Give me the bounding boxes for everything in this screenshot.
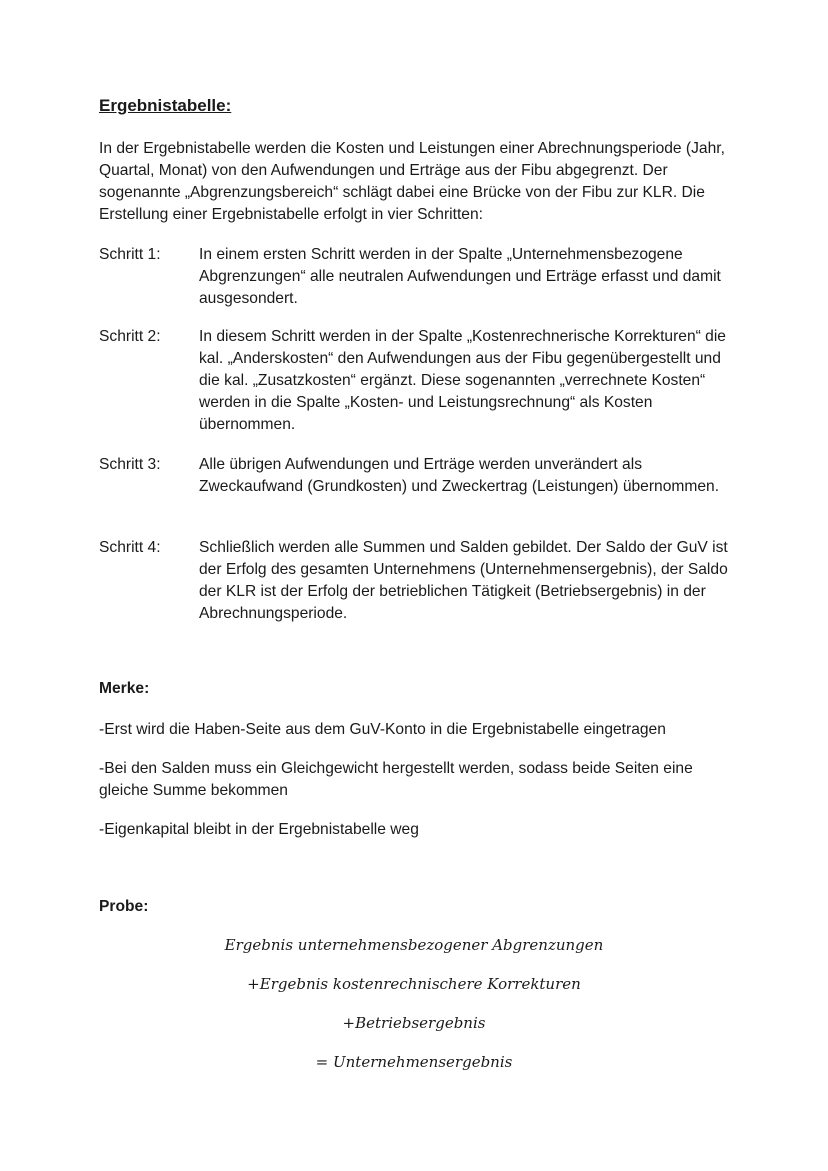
step-2	[99, 326, 739, 436]
step-1-text: In einem ersten Schritt werden in der Spalte „Unternehmensbezogene Abgrenzungen“ alle neutralen Aufwendungen und Erträge erfasst und damit ausgesondert.	[199, 246, 721, 307]
merke-item-2: -Bei den Salden muss ein Gleichgewicht hergestellt werden, sodass beide Seiten eine gleiche Summe bekommen	[99, 760, 693, 799]
merke-item-3: -Eigenkapital bleibt in der Ergebnistabelle weg	[99, 821, 419, 838]
step-3	[99, 454, 739, 498]
step-4-text: Schließlich werden alle Summen und Salden gebildet. Der Saldo der GuV ist der Erfolg des gesamten Unternehmens (Unternehmensergebnis), der Saldo der KLR ist der Erfolg der betrieblichen Tätigkeit (Betriebsergebnis) in der Abrechnungsperiode.	[199, 539, 728, 622]
merke-item-1: -Erst wird die Haben-Seite aus dem GuV-Konto in die Ergebnistabelle eingetragen	[99, 721, 666, 738]
step-2-label: Schritt 2:	[99, 328, 161, 345]
step-2-text: In diesem Schritt werden in der Spalte „Kostenrechnerische Korrekturen“ die kal. „Anderskosten“ den Aufwendungen aus der Fibu gegenübergestellt und die kal. „Zusatzkosten“ ergänzt. Diese sogenannten „verrechnete Kosten“ werden in die Spalte „Kosten- und Leistungsrechnung“ als Kosten übernommen.	[199, 328, 726, 433]
formula-line-3: +Betriebsergebnis	[342, 1014, 486, 1032]
step-3-label: Schritt 3:	[99, 456, 161, 473]
page-title: Ergebnistabelle:	[99, 96, 232, 115]
formula-line-1: Ergebnis unternehmensbezogener Abgrenzungen	[224, 936, 604, 954]
step-1	[99, 244, 739, 310]
step-4-label: Schritt 4:	[99, 539, 161, 556]
merke-heading: Merke:	[99, 680, 150, 697]
step-4	[99, 537, 739, 625]
probe-heading: Probe:	[99, 898, 149, 915]
intro-paragraph: In der Ergebnistabelle werden die Kosten und Leistungen einer Abrechnungsperiode (Jahr, Quartal, Monat) von den Aufwendungen und Erträge aus der Fibu abgegrenzt. Der sogenannte „Abgrenzungsbereich“ schlägt dabei eine Brücke von der Fibu zur KLR. Die Erstellung einer Ergebnistabelle erfolgt in vier Schritten:	[99, 140, 725, 223]
formula-line-2: +Ergebnis kostenrechnischere Korrekturen	[247, 975, 581, 993]
step-1-label: Schritt 1:	[99, 246, 161, 263]
step-3-text: Alle übrigen Aufwendungen und Erträge werden unverändert als Zweckaufwand (Grundkosten) und Zweckertrag (Leistungen) übernommen.	[199, 456, 720, 495]
formula-line-4: = Unternehmensergebnis	[315, 1053, 513, 1071]
